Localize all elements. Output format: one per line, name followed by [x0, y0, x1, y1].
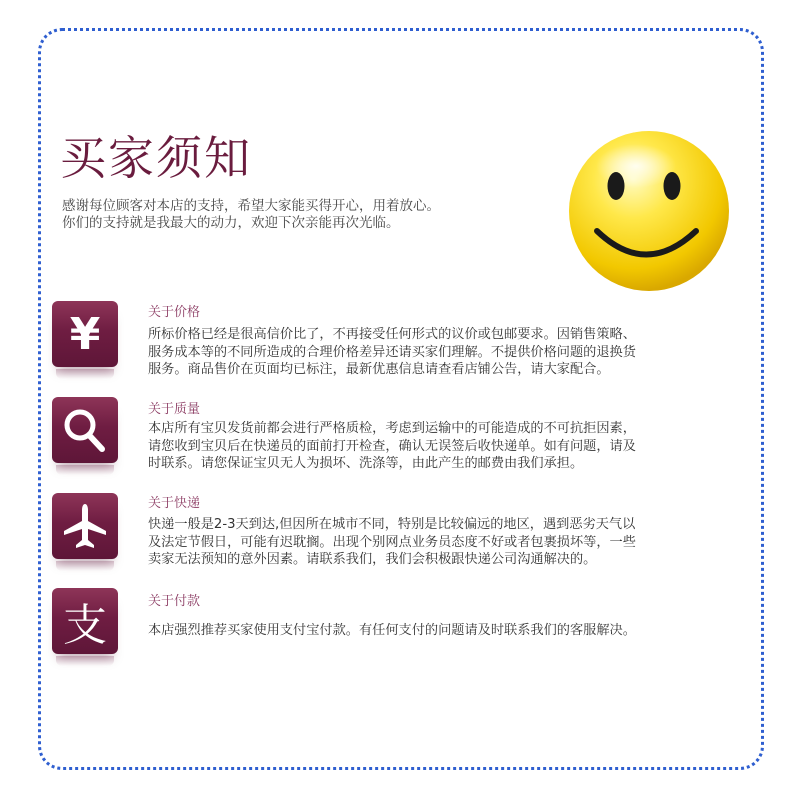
section-title-price: 关于价格: [148, 305, 201, 320]
text-line: 服务。商品售价在页面均已标注，最新优惠信息请查看店铺公告，请大家配合。: [148, 362, 610, 377]
text-line: 所标价格已经是很高信价比了，不再接受任何形式的议价或包邮要求。因销售策略、: [148, 327, 636, 342]
intro-text: [62, 198, 440, 232]
shipping-badge: [52, 493, 118, 559]
intro-line: 感谢每位顾客对本店的支持，希望大家能买得开心，用着放心。: [62, 198, 440, 214]
section-text-quality: [148, 420, 756, 473]
payment-badge: [52, 588, 118, 654]
text-line: 卖家无法预知的意外因素。请联系我们，我们会积极跟快递公司沟通解决的。: [148, 552, 597, 567]
page-title: 买家须知: [60, 131, 252, 185]
text-line: 本店所有宝贝发货前都会进行严格质检，考虑到运输中的可能造成的不可抗拒因素，: [148, 421, 636, 436]
section-text-shipping: [148, 516, 756, 569]
airplane-icon: [59, 500, 111, 552]
section-text-payment: [148, 622, 756, 640]
smiley-face-icon: [566, 128, 732, 294]
text-line: 及法定节假日，可能有迟耽搁。出现个别网点业务员态度不好或者包裹损坏等，一些: [148, 534, 636, 550]
price-badge: [52, 301, 118, 367]
quality-badge: [52, 397, 118, 463]
text-line: 本店强烈推荐买家使用支付宝付款。有任何支付的问题请及时联系我们的客服解决。: [148, 623, 636, 638]
intro-line: 你们的支持就是我最大的动力，欢迎下次亲能再次光临。: [62, 215, 400, 231]
text-line: 请您收到宝贝后在快递员的面前打开检查，确认无误签后收快递单。如有问题，请及: [148, 438, 636, 454]
yen-icon: ¥: [69, 308, 101, 360]
text-line: 快递一般是2-3天到达,但因所在城市不同，特别是比较偏远的地区，遇到恶劣天气以: [148, 517, 636, 532]
magnifier-icon: [60, 405, 110, 455]
text-line: 时联系。请您保证宝贝无人为损坏、洗涤等，由此产生的邮费由我们承担。: [148, 456, 584, 471]
section-title-shipping: 关于快递: [148, 496, 201, 511]
zhi-icon: 支: [63, 600, 107, 651]
section-title-payment: 关于付款: [148, 594, 201, 609]
section-title-quality: 关于质量: [148, 402, 201, 417]
text-line: 服务成本等的不同所造成的合理价格差异还请买家们理解。不提供价格问题的退换货: [148, 344, 636, 360]
section-text-price: [148, 326, 756, 379]
